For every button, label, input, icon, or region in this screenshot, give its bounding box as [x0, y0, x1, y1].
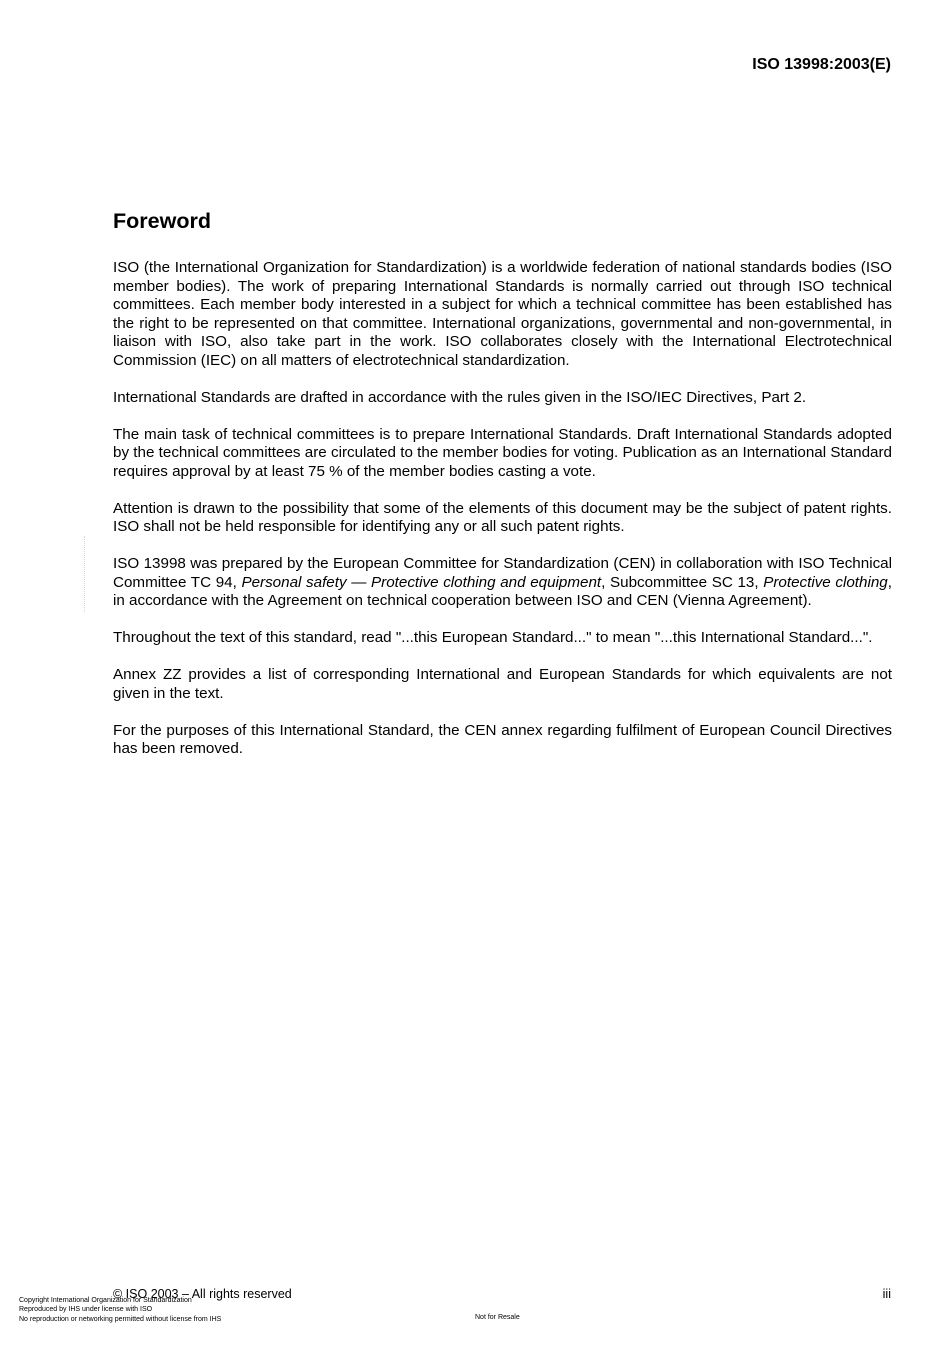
paragraph-text: , in accordance with the Agreement on technical cooperation between ISO and CEN (Vienna Agreement). — [113, 573, 892, 609]
paragraph-text: The main task of technical committees is to prepare International Standards. Draft International Standards adopted by the technical committees are circulated to the member bodies for voting. Publication as an International Standard requires approval by at least 75 % of the member bodies casting a vote. — [113, 425, 892, 480]
body-paragraph — [113, 426, 892, 482]
paragraph-text: For the purposes of this International Standard, the CEN annex regarding fulfilment of European Council Directives has been removed. — [113, 721, 892, 757]
page-number: iii — [882, 1287, 891, 1301]
ihs-notice-line: Reproduced by IHS under license with ISO — [19, 1306, 153, 1314]
not-for-resale-note: Not for Resale — [475, 1314, 520, 1321]
paragraph-text: , Subcommittee SC 13, — [601, 573, 764, 591]
paragraph-text: Throughout the text of this standard, read "...this European Standard..." to mean "...this International Standard...". — [113, 629, 873, 646]
body-paragraph — [113, 629, 892, 648]
page-title: Foreword — [113, 209, 211, 233]
ihs-notice-line: Copyright International Organization for Standardization — [19, 1297, 192, 1304]
italic-text: Protective clothing — [763, 573, 888, 591]
paragraph-text: Annex ZZ provides a list of corresponding International and European Standards for which equivalents are not given in the text. — [113, 666, 892, 702]
foreword-body — [113, 259, 892, 777]
body-paragraph — [113, 722, 892, 759]
paragraph-text: ISO (the International Organization for Standardization) is a worldwide federation of national standards bodies (ISO member bodies). The work of preparing International Standards is normally carried out through ISO technical committees. Each member body interested in a subject for which a technical committee has been established has the right to be represented on that committee. International organizations, governmental and non-governmental, in liaison with ISO, also take part in the work. ISO collaborates closely with the International Electrotechnical Commission (IEC) on all matters of electrotechnical standardization. — [113, 259, 892, 369]
footer-copyright: © ISO 2003 – All rights reserved — [113, 1287, 292, 1301]
body-paragraph — [113, 389, 892, 408]
paragraph-text: Attention is drawn to the possibility that some of the elements of this document may be the subject of patent rights. ISO shall not be held responsible for identifying any or all such patent rights. — [113, 499, 892, 535]
body-paragraph — [113, 259, 892, 370]
ihs-notice-line: No reproduction or networking permitted without license from IHS — [19, 1315, 222, 1323]
body-paragraph — [113, 500, 892, 537]
paragraph-text: ISO 13998 was prepared by the European Committee for Standardization (CEN) in collaboration with ISO Technical Committee TC 94, — [113, 555, 892, 591]
body-paragraph — [113, 666, 892, 703]
margin-watermark-mark — [84, 536, 88, 612]
italic-text: Personal safety — Protective clothing and equipment — [241, 573, 602, 591]
ihs-license-notice — [19, 1296, 221, 1324]
document-code: ISO 13998:2003(E) — [752, 56, 891, 73]
paragraph-text: International Standards are drafted in accordance with the rules given in the ISO/IEC Directives, Part 2. — [113, 388, 807, 406]
body-paragraph — [113, 555, 892, 611]
